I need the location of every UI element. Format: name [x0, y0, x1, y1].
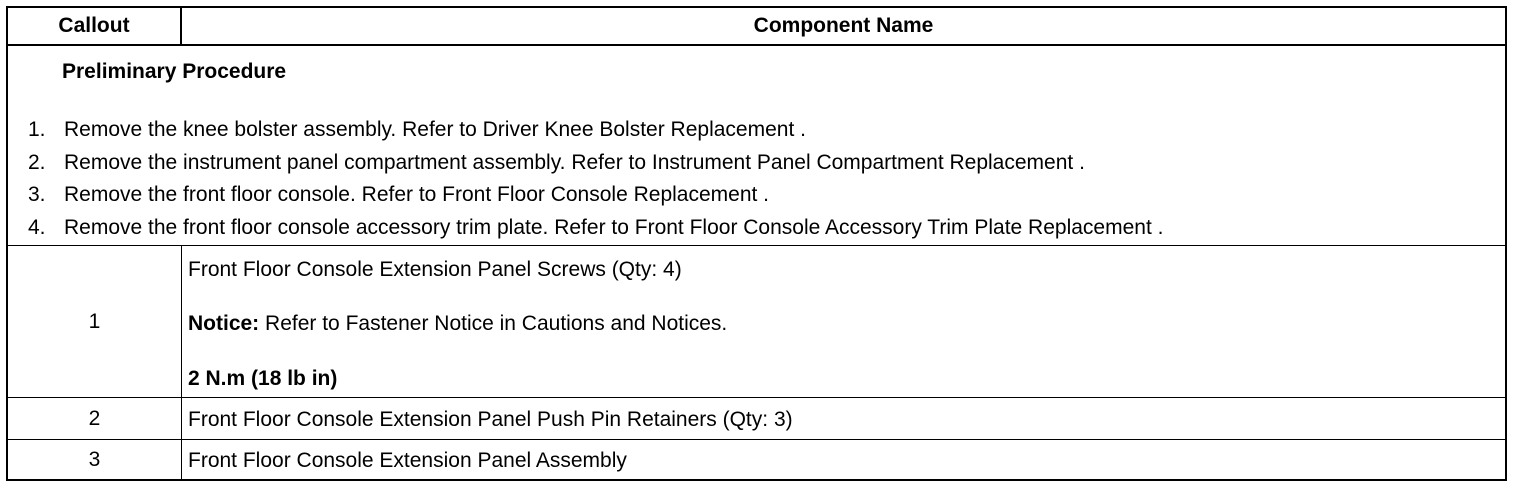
step-text: Remove the knee bolster assembly. Refer to Driver Knee Bolster Replacement . — [64, 118, 806, 141]
table-row — [8, 398, 1505, 440]
notice-label: Notice: — [188, 312, 260, 335]
notice-line — [188, 312, 727, 336]
table-row — [8, 440, 1505, 479]
component-name: Front Floor Console Extension Panel Assembly — [188, 449, 627, 472]
component-name-column-header: Component Name — [753, 14, 934, 37]
procedure-step — [28, 183, 769, 207]
table-header — [8, 8, 1505, 46]
procedure-step — [28, 151, 1085, 175]
step-number: 3. — [28, 183, 46, 206]
callout-number: 2 — [8, 398, 182, 439]
step-number: 2. — [28, 151, 46, 174]
callout-number: 3 — [8, 440, 182, 479]
step-text: Remove the front floor console. Refer to Front Floor Console Replacement . — [64, 183, 769, 206]
component-name: Front Floor Console Extension Panel Screws (Qty: 4) — [188, 258, 682, 281]
torque-spec: 2 N.m (18 lb in) — [188, 367, 338, 390]
preliminary-procedure-title: Preliminary Procedure — [62, 60, 287, 83]
procedure-step — [28, 216, 1163, 240]
step-number: 1. — [28, 118, 46, 141]
component-name: Front Floor Console Extension Panel Push Pin Retainers (Qty: 3) — [188, 408, 793, 431]
component-table — [6, 6, 1507, 481]
table-row — [8, 246, 1505, 398]
callout-column-header: Callout — [8, 8, 182, 44]
preliminary-procedure-section — [8, 46, 1505, 246]
step-number: 4. — [28, 216, 46, 239]
step-text: Remove the front floor console accessory trim plate. Refer to Front Floor Console Accessory Trim Plate Replacement . — [64, 216, 1164, 239]
procedure-step — [28, 118, 806, 142]
step-text: Remove the instrument panel compartment assembly. Refer to Instrument Panel Compartment Replacement . — [64, 151, 1085, 174]
notice-text: Refer to Fastener Notice in Cautions and Notices. — [265, 312, 728, 335]
callout-number: 1 — [8, 246, 182, 397]
